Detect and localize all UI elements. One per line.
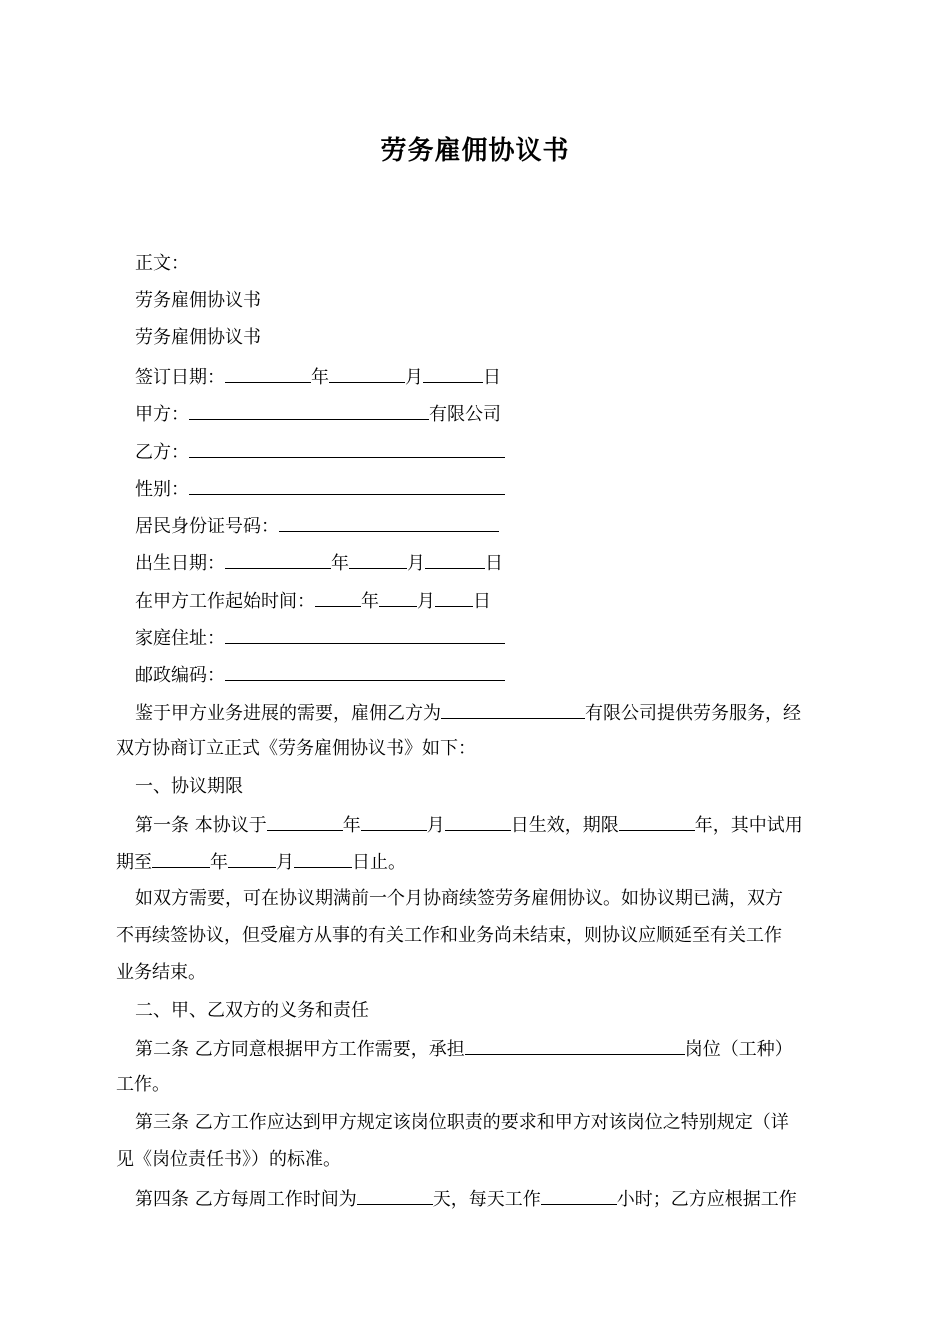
document-title: 劳务雇佣协议书: [380, 136, 570, 166]
party-b-line: 乙方：: [135, 439, 505, 465]
section-2-heading: 二、甲、乙双方的义务和责任: [135, 1000, 369, 1021]
article-3-line-2: 见《岗位责任书》）的标准。: [116, 1149, 341, 1170]
section-1-heading: 一、协议期限: [135, 776, 243, 797]
sign-date-line: 签订日期： 年 月 日: [135, 364, 501, 390]
subtitle-line-2: 劳务雇佣协议书: [135, 327, 261, 348]
intro-paragraph-line-2: 双方协商订立正式《劳务雇佣协议书》如下：: [116, 738, 476, 759]
renewal-paragraph-line-2: 不再续签协议，但受雇方从事的有关工作和业务尚未结束，则协议应顺延至有关工作: [116, 925, 782, 946]
renewal-paragraph-line-3: 业务结束。: [116, 962, 206, 983]
article-4-line-1: 第四条 乙方每周工作时间为 天，每天工作 小时；乙方应根据工作: [135, 1186, 797, 1212]
article-3-line-1: 第三条 乙方工作应达到甲方规定该岗位职责的要求和甲方对该岗位之特别规定（详: [135, 1112, 789, 1133]
intro-paragraph-line-1: 鉴于甲方业务进展的需要，雇佣乙方为 有限公司提供劳务服务，经: [135, 700, 801, 726]
birth-date-line: 出生日期： 年 月 日: [135, 550, 503, 576]
renewal-paragraph-line-1: 如双方需要，可在协议期满前一个月协商续签劳务雇佣协议。如协议期已满，双方: [135, 888, 783, 909]
id-number-line: 居民身份证号码：: [135, 513, 499, 539]
postcode-line: 邮政编码：: [135, 662, 505, 688]
gender-line: 性别：: [135, 476, 505, 502]
article-1-line-1: 第一条 本协议于 年 月 日生效，期限 年，其中试用: [135, 812, 803, 838]
subtitle-line-1: 劳务雇佣协议书: [135, 290, 261, 311]
article-2-line-2: 工作。: [116, 1074, 170, 1095]
start-date-line: 在甲方工作起始时间： 年 月 日: [135, 588, 491, 614]
party-a-line: 甲方： 有限公司: [135, 401, 501, 427]
article-2-line-1: 第二条 乙方同意根据甲方工作需要，承担 岗位（工种）: [135, 1036, 793, 1062]
address-line: 家庭住址：: [135, 625, 505, 651]
article-1-line-2: 期至 年 月 日止。: [116, 849, 406, 875]
body-label: 正文：: [135, 253, 189, 274]
